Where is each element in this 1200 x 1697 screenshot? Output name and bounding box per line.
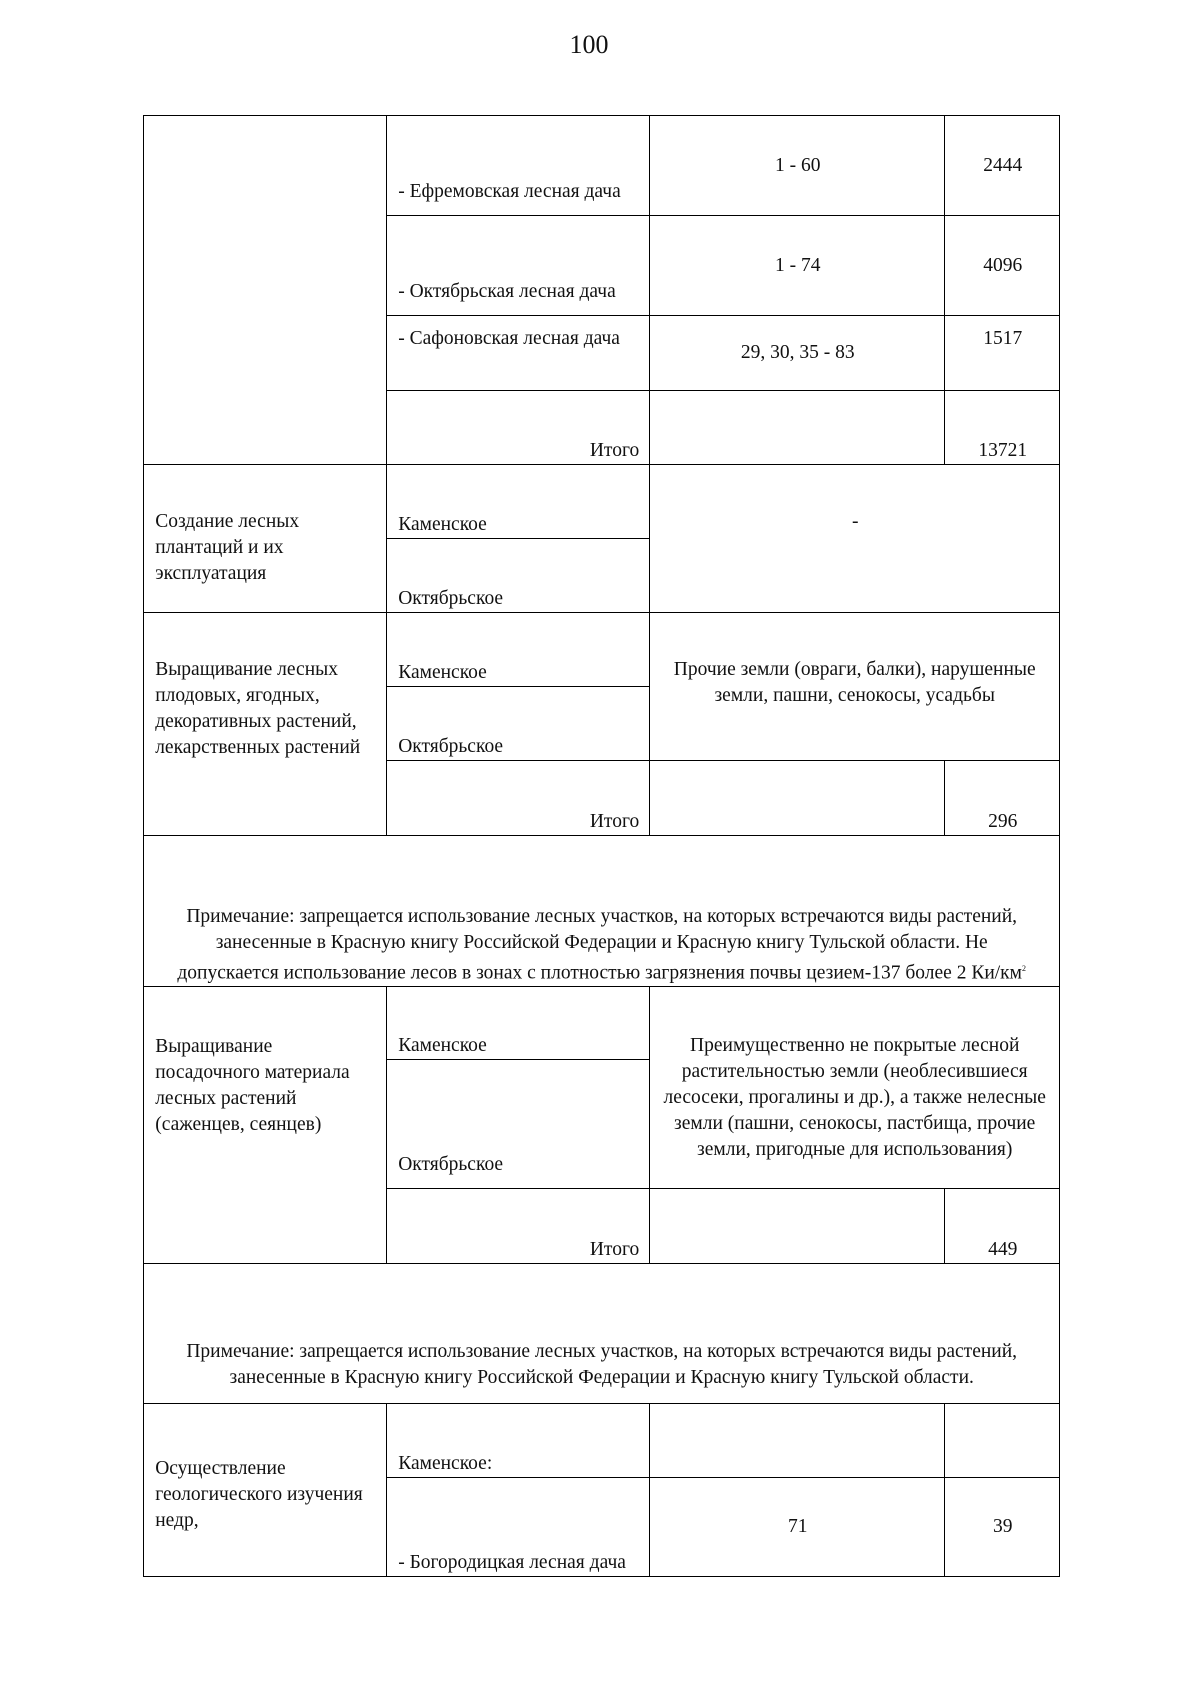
table-row-area: 1517 bbox=[944, 315, 1060, 391]
empty-cell bbox=[649, 760, 945, 836]
empty-cell bbox=[649, 1403, 945, 1478]
forestry-oktyabrskoe: Октябрьское bbox=[386, 686, 650, 761]
activity-cell: Выращивание посадочного материала лесных растений (саженцев, сеянцев) bbox=[143, 986, 387, 1264]
forestry-oktyabrskoe: Октябрьское bbox=[386, 538, 650, 613]
table-row-quarters: 1 - 74 bbox=[649, 215, 945, 316]
total-value: 296 bbox=[944, 760, 1060, 836]
activity-cell: Осуществление геологического изучения недр, bbox=[143, 1403, 387, 1577]
lands-cell: Прочие земли (овраги, балки), нарушенные земли, пашни, сенокосы, усадьбы bbox=[649, 612, 1060, 761]
total-label: Итого bbox=[386, 1188, 650, 1264]
activity-cell: Создание лесных плантаций и их эксплуатация bbox=[143, 464, 387, 613]
empty-cell bbox=[649, 1188, 945, 1264]
note-text bbox=[164, 904, 1039, 987]
activity-cell: Выращивание лесных плодовых, ягодных, декоративных растений, лекарственных растений bbox=[143, 612, 387, 836]
total-value: 13721 bbox=[944, 390, 1060, 465]
table-row-name bbox=[386, 115, 650, 216]
total-label: Итого bbox=[386, 390, 650, 465]
table-row-quarters: 71 bbox=[649, 1477, 945, 1577]
page-number: 100 bbox=[569, 30, 609, 59]
table-row-name bbox=[386, 215, 650, 316]
dacha-name: - Сафоновская лесная дача bbox=[398, 328, 620, 350]
total-label: Итого bbox=[386, 760, 650, 836]
table-row-area: 2444 bbox=[944, 115, 1060, 216]
forestry-oktyabrskoe: Октябрьское bbox=[386, 1059, 650, 1189]
table-row-area: 39 bbox=[944, 1477, 1060, 1577]
forestry-kamenskoe: Каменское bbox=[386, 612, 650, 687]
note-body: Примечание: запрещается использование лесных участков, на которых встречаются виды растений, занесенные в Красную книгу Российской Федерации и Красную книгу Тульской области. Не допускается использование лесов в зонах с плотностью загрязнения почвы цезием-137 более 2 Ки/км bbox=[177, 905, 1022, 984]
table-row-quarters: 1 - 60 bbox=[649, 115, 945, 216]
forestry-kamenskoe: Каменское bbox=[386, 986, 650, 1060]
table-row-area: 4096 bbox=[944, 215, 1060, 316]
lands-cell: - bbox=[649, 464, 1060, 613]
superscript: 2 bbox=[1022, 963, 1026, 973]
dacha-name: - Ефремовская лесная дача bbox=[398, 181, 621, 203]
lands-cell: Преимущественно не покрытые лесной растительностью земли (необлесившиеся лесосеки, прогалины и др.), а также нелесные земли (пашни, сенокосы, пастбища, прочие земли, пригодные для использования) bbox=[649, 986, 1060, 1189]
forestry-kamenskoe: Каменское: bbox=[386, 1403, 650, 1478]
forestry-kamenskoe: Каменское bbox=[386, 464, 650, 539]
activity-cell-empty bbox=[143, 115, 387, 465]
table-row-name bbox=[386, 315, 650, 391]
note-cell: Примечание: запрещается использование лесных участков, на которых встречаются виды растений, занесенные в Красную книгу Российской Федерации и Красную книгу Тульской области. bbox=[143, 1263, 1060, 1404]
note-cell bbox=[143, 835, 1060, 987]
dacha-name: - Октябрьская лесная дача bbox=[398, 281, 616, 303]
total-value: 449 bbox=[944, 1188, 1060, 1264]
table-row-name: - Богородицкая лесная дача bbox=[386, 1477, 650, 1577]
empty-cell bbox=[944, 1403, 1060, 1478]
empty-cell bbox=[649, 390, 945, 465]
table-row-quarters: 29, 30, 35 - 83 bbox=[649, 315, 945, 391]
